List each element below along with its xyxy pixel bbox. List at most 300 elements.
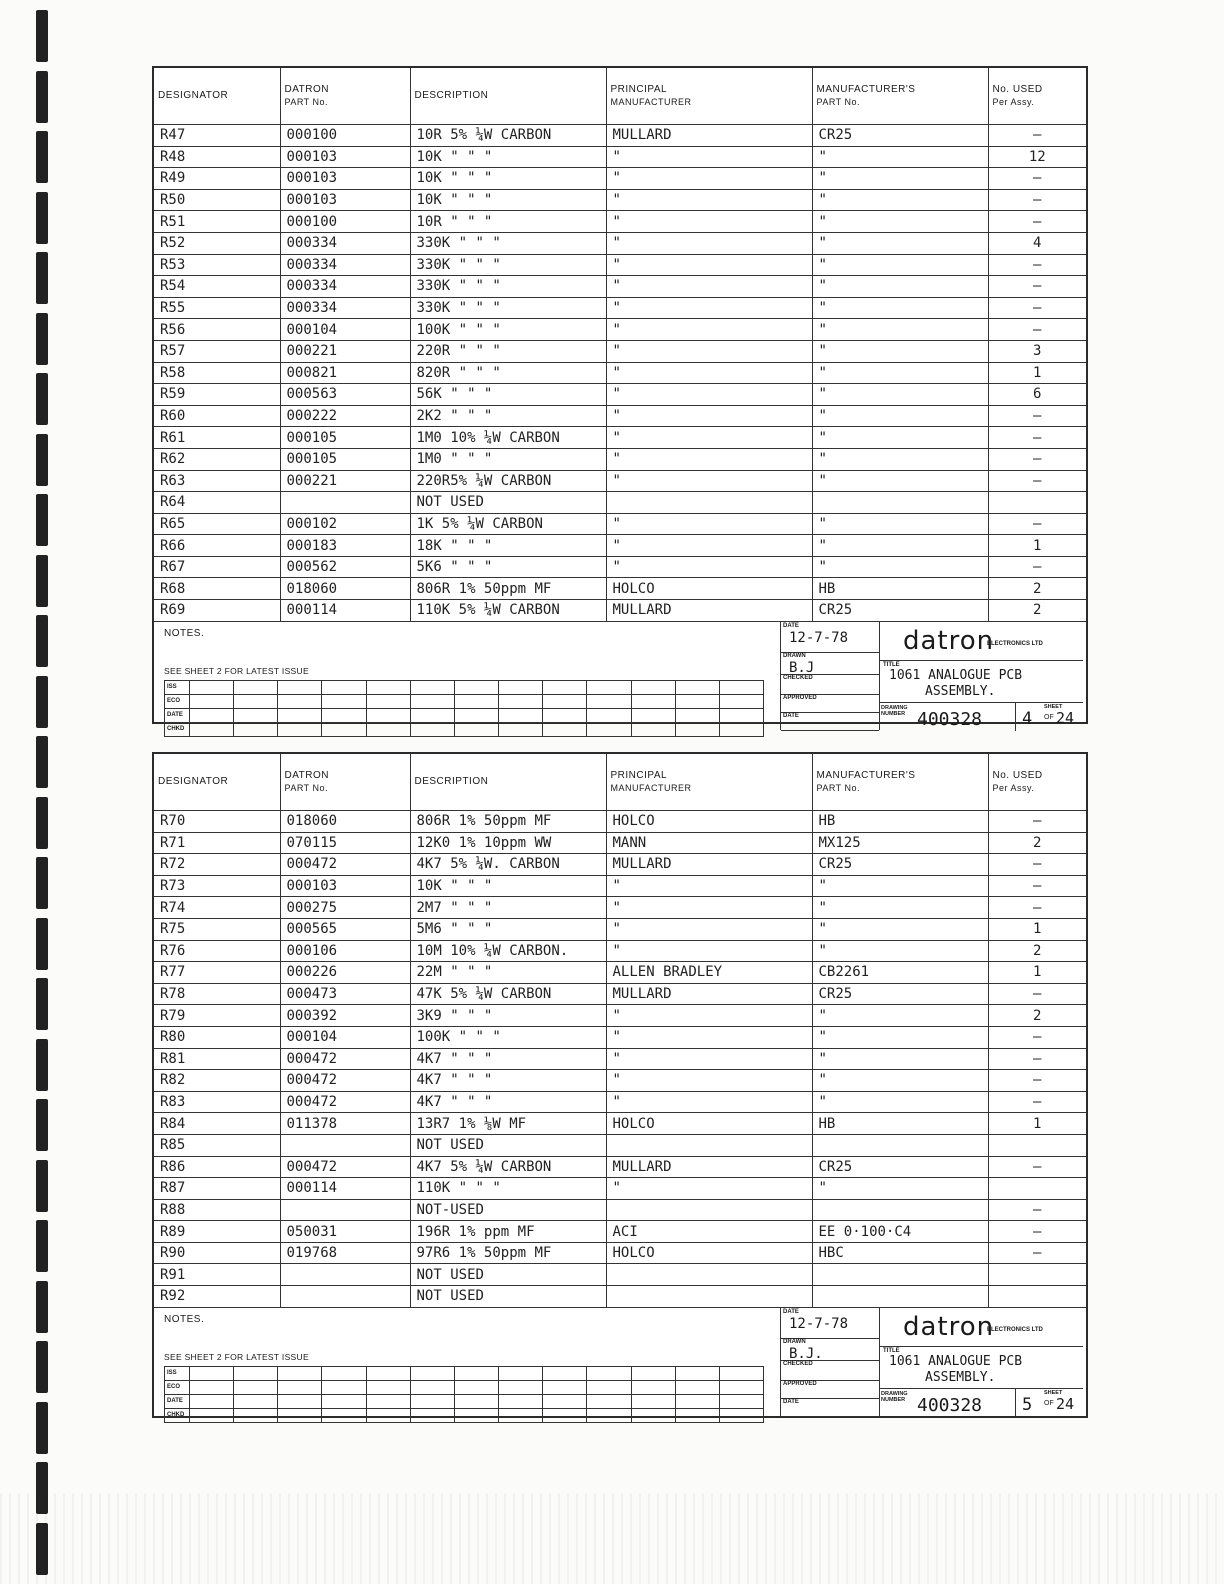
col-used: No. USED Per Assy.: [988, 754, 1086, 811]
scan-noise: [0, 1494, 1224, 1584]
revision-cell: [234, 694, 278, 708]
cell-manufacturer-part: MX125: [812, 832, 988, 854]
revision-cell: [454, 1366, 498, 1380]
revision-cell: [234, 1366, 278, 1380]
title-block-approvals: [781, 622, 880, 730]
cell-manufacturer-part: ": [812, 1048, 988, 1070]
cell-manufacturer-part: ": [812, 427, 988, 449]
revision-row: [165, 694, 764, 708]
revision-row: [165, 1380, 764, 1394]
table-row: [154, 427, 1086, 449]
approved-cell: [781, 694, 879, 713]
revision-cell: [234, 1394, 278, 1408]
revision-cell: [410, 708, 454, 722]
cell-designator: R60: [154, 405, 280, 427]
cell-datron-part: [280, 1199, 410, 1221]
revision-cell: [189, 722, 233, 736]
logo-subtitle: ELECTRONICS LTD: [987, 640, 1043, 647]
cell-used: –: [988, 811, 1086, 833]
cell-manufacturer-part: ": [812, 918, 988, 940]
cell-description: 18K " " ": [410, 535, 606, 557]
cell-manufacturer-part: CR25: [812, 854, 988, 876]
cell-datron-part: 000275: [280, 897, 410, 919]
parts-table: [154, 68, 1086, 622]
cell-used: [988, 1264, 1086, 1286]
revision-cell: [189, 1408, 233, 1422]
cell-description: 330K " " ": [410, 232, 606, 254]
sheet-box: [1015, 1389, 1084, 1417]
parts-table: [154, 754, 1086, 1308]
table-row: [154, 211, 1086, 233]
cell-description: 806R 1% 50ppm MF: [410, 578, 606, 600]
revision-cell: [366, 1366, 410, 1380]
binder-hole: [36, 736, 48, 788]
revision-cell: [587, 680, 631, 694]
cell-principal-manufacturer: ": [606, 384, 812, 406]
cell-used: 4: [988, 232, 1086, 254]
col-used: No. USED Per Assy.: [988, 68, 1086, 125]
cell-designator: R75: [154, 918, 280, 940]
cell-datron-part: 000103: [280, 189, 410, 211]
revision-cell: [278, 708, 322, 722]
cell-datron-part: 000334: [280, 254, 410, 276]
table-row: [154, 1091, 1086, 1113]
cell-manufacturer-part: ": [812, 319, 988, 341]
binder-hole: [36, 252, 48, 304]
date2-cell-label: DATE: [783, 712, 799, 719]
parts-list-sheet-5: [152, 752, 1088, 1418]
date-cell: [781, 1308, 879, 1339]
table-row: [154, 940, 1086, 962]
cell-used: –: [988, 1048, 1086, 1070]
table-row: [154, 492, 1086, 514]
cell-principal-manufacturer: HOLCO: [606, 1113, 812, 1135]
binder-hole: [36, 857, 48, 909]
cell-description: NOT-USED: [410, 1199, 606, 1221]
cell-description: NOT USED: [410, 1264, 606, 1286]
cell-designator: R76: [154, 940, 280, 962]
revision-cell: [499, 1394, 543, 1408]
cell-datron-part: 000221: [280, 470, 410, 492]
cell-used: –: [988, 168, 1086, 190]
cell-principal-manufacturer: ": [606, 254, 812, 276]
logo-box: [879, 622, 1083, 661]
cell-designator: R89: [154, 1221, 280, 1243]
cell-principal-manufacturer: [606, 1199, 812, 1221]
revision-cell: [234, 708, 278, 722]
cell-datron-part: 000103: [280, 168, 410, 190]
revision-cell: [719, 1380, 763, 1394]
revision-cell: [499, 708, 543, 722]
cell-manufacturer-part: [812, 1286, 988, 1308]
cell-designator: R73: [154, 875, 280, 897]
revision-cell: [719, 722, 763, 736]
cell-used: –: [988, 854, 1086, 876]
drawing-title: 1061 ANALOGUE PCB: [889, 667, 1023, 683]
cell-description: 12K0 1% 10ppm WW: [410, 832, 606, 854]
revision-cell: [543, 1394, 587, 1408]
cell-used: –: [988, 556, 1086, 578]
cell-datron-part: 000472: [280, 1156, 410, 1178]
binder-hole: [36, 797, 48, 849]
cell-manufacturer-part: ": [812, 1070, 988, 1092]
cell-used: [988, 492, 1086, 514]
table-row: [154, 168, 1086, 190]
revision-cell: [454, 1380, 498, 1394]
cell-principal-manufacturer: ": [606, 1178, 812, 1200]
cell-used: 2: [988, 1005, 1086, 1027]
cell-description: 4K7 " " ": [410, 1070, 606, 1092]
cell-manufacturer-part: CB2261: [812, 962, 988, 984]
revision-cell: [234, 722, 278, 736]
date2-cell: [781, 1398, 879, 1417]
cell-manufacturer-part: HB: [812, 1113, 988, 1135]
revision-cell: [631, 694, 675, 708]
cell-designator: R49: [154, 168, 280, 190]
col-manufacturer-part: MANUFACTURER'S PART No.: [812, 754, 988, 811]
table-row: [154, 448, 1086, 470]
cell-used: 1: [988, 918, 1086, 940]
date-cell: [781, 622, 879, 653]
cell-datron-part: 000472: [280, 854, 410, 876]
cell-principal-manufacturer: ": [606, 897, 812, 919]
date2-cell: [781, 712, 879, 731]
cell-manufacturer-part: ": [812, 168, 988, 190]
cell-datron-part: 000104: [280, 1026, 410, 1048]
cell-principal-manufacturer: ": [606, 168, 812, 190]
cell-description: 100K " " ": [410, 319, 606, 341]
drawing-subtitle: ASSEMBLY.: [925, 1369, 996, 1385]
cell-description: 110K " " ": [410, 1178, 606, 1200]
cell-description: 220R5% ¼W CARBON: [410, 470, 606, 492]
revision-cell: [719, 708, 763, 722]
cell-designator: R90: [154, 1242, 280, 1264]
revision-cell: [675, 1408, 719, 1422]
revision-cell: [719, 694, 763, 708]
revision-cell: [189, 708, 233, 722]
cell-principal-manufacturer: ": [606, 232, 812, 254]
cell-datron-part: 000114: [280, 600, 410, 622]
cell-used: –: [988, 297, 1086, 319]
cell-datron-part: 000472: [280, 1070, 410, 1092]
cell-principal-manufacturer: [606, 492, 812, 514]
col-designator: DESIGNATOR: [154, 754, 280, 811]
binder-hole: [36, 555, 48, 607]
cell-manufacturer-part: ": [812, 1026, 988, 1048]
revision-cell: [278, 1366, 322, 1380]
cell-manufacturer-part: ": [812, 1178, 988, 1200]
revision-cell: [631, 1380, 675, 1394]
cell-description: 10M 10% ¼W CARBON.: [410, 940, 606, 962]
sheet-of-label: OF: [1044, 713, 1054, 721]
revision-cell: [587, 708, 631, 722]
cell-manufacturer-part: [812, 1199, 988, 1221]
cell-principal-manufacturer: MULLARD: [606, 600, 812, 622]
cell-datron-part: [280, 492, 410, 514]
revision-cell: [322, 1408, 366, 1422]
cell-designator: R81: [154, 1048, 280, 1070]
cell-principal-manufacturer: ": [606, 427, 812, 449]
cell-designator: R84: [154, 1113, 280, 1135]
revision-label: DATE: [165, 708, 190, 722]
drawing-number-label: DRAWING NUMBER: [881, 704, 908, 717]
revision-cell: [322, 680, 366, 694]
binder-hole: [36, 494, 48, 546]
cell-used: –: [988, 897, 1086, 919]
sheet-number: 4: [1022, 708, 1033, 729]
table-row: [154, 918, 1086, 940]
checked-cell: [781, 1360, 879, 1381]
revision-cell: [410, 1394, 454, 1408]
revision-cell: [189, 694, 233, 708]
cell-datron-part: [280, 1134, 410, 1156]
cell-principal-manufacturer: ": [606, 146, 812, 168]
cell-used: 2: [988, 578, 1086, 600]
cell-used: –: [988, 319, 1086, 341]
cell-description: NOT USED: [410, 1134, 606, 1156]
cell-manufacturer-part: ": [812, 513, 988, 535]
cell-used: 6: [988, 384, 1086, 406]
col-datron-part: DATRON PART No.: [280, 754, 410, 811]
drawn-cell: [781, 652, 879, 675]
cell-description: 97R6 1% 50ppm MF: [410, 1242, 606, 1264]
date-cell-label: DATE: [783, 1308, 799, 1315]
cell-datron-part: 000472: [280, 1048, 410, 1070]
cell-used: 1: [988, 1113, 1086, 1135]
cell-designator: R56: [154, 319, 280, 341]
cell-principal-manufacturer: ": [606, 1070, 812, 1092]
revision-label: CHKD: [165, 1408, 190, 1422]
revision-cell: [675, 708, 719, 722]
cell-designator: R69: [154, 600, 280, 622]
cell-principal-manufacturer: ": [606, 513, 812, 535]
table-row: [154, 600, 1086, 622]
cell-used: 3: [988, 340, 1086, 362]
revision-cell: [410, 1380, 454, 1394]
binder-hole: [36, 1402, 48, 1454]
cell-manufacturer-part: CR25: [812, 983, 988, 1005]
revision-cell: [675, 1380, 719, 1394]
cell-designator: R83: [154, 1091, 280, 1113]
revision-cell: [454, 722, 498, 736]
drawing-number-box: [879, 1388, 1083, 1417]
cell-principal-manufacturer: ": [606, 940, 812, 962]
revision-cell: [675, 1394, 719, 1408]
revision-label: ISS: [165, 1366, 190, 1380]
binder-hole: [36, 1099, 48, 1151]
revision-label: DATE: [165, 1394, 190, 1408]
cell-description: NOT USED: [410, 1286, 606, 1308]
cell-manufacturer-part: [812, 1134, 988, 1156]
cell-datron-part: 000562: [280, 556, 410, 578]
cell-datron-part: 018060: [280, 811, 410, 833]
table-row: [154, 1199, 1086, 1221]
cell-datron-part: 000105: [280, 427, 410, 449]
cell-designator: R48: [154, 146, 280, 168]
revision-cell: [631, 1366, 675, 1380]
binder-hole: [36, 434, 48, 486]
revision-cell: [189, 1394, 233, 1408]
cell-datron-part: 018060: [280, 578, 410, 600]
cell-manufacturer-part: ": [812, 940, 988, 962]
cell-used: –: [988, 1070, 1086, 1092]
cell-datron-part: 000222: [280, 405, 410, 427]
title-block-approvals: [781, 1308, 880, 1416]
revision-cell: [189, 1380, 233, 1394]
cell-principal-manufacturer: ": [606, 211, 812, 233]
revision-cell: [543, 1408, 587, 1422]
revision-cell: [366, 722, 410, 736]
revision-cell: [543, 722, 587, 736]
date2-cell-label: DATE: [783, 1398, 799, 1405]
cell-manufacturer-part: ": [812, 211, 988, 233]
table-row: [154, 854, 1086, 876]
cell-manufacturer-part: ": [812, 189, 988, 211]
cell-principal-manufacturer: HOLCO: [606, 578, 812, 600]
cell-manufacturer-part: [812, 492, 988, 514]
revision-cell: [631, 722, 675, 736]
binder-hole: [36, 1281, 48, 1333]
revision-label: CHKD: [165, 722, 190, 736]
table-row: [154, 897, 1086, 919]
table-row: [154, 254, 1086, 276]
revision-cell: [278, 694, 322, 708]
cell-designator: R62: [154, 448, 280, 470]
title-block: [780, 1308, 1083, 1416]
drawing-footer: [154, 622, 1086, 732]
table-row: [154, 1070, 1086, 1092]
revision-cell: [322, 708, 366, 722]
logo-box: [879, 1308, 1083, 1347]
cell-principal-manufacturer: ": [606, 340, 812, 362]
cell-designator: R67: [154, 556, 280, 578]
cell-description: 56K " " ": [410, 384, 606, 406]
revision-row: [165, 708, 764, 722]
revision-cell: [543, 708, 587, 722]
binder-hole: [36, 1341, 48, 1393]
cell-principal-manufacturer: [606, 1264, 812, 1286]
cell-description: 2K2 " " ": [410, 405, 606, 427]
cell-principal-manufacturer: ": [606, 875, 812, 897]
date-cell-value: 12-7-78: [789, 1315, 849, 1332]
sheet-total: 24: [1056, 1394, 1075, 1413]
cell-datron-part: 011378: [280, 1113, 410, 1135]
binder-hole: [36, 192, 48, 244]
title-block-info: [879, 622, 1083, 730]
cell-designator: R65: [154, 513, 280, 535]
cell-used: –: [988, 1026, 1086, 1048]
revision-cell: [587, 722, 631, 736]
title-label: TITLE: [883, 661, 900, 668]
cell-description: 10R 5% ¼W CARBON: [410, 125, 606, 147]
revision-cell: [410, 1366, 454, 1380]
table-row: [154, 384, 1086, 406]
cell-designator: R61: [154, 427, 280, 449]
revision-cell: [587, 1380, 631, 1394]
cell-designator: R82: [154, 1070, 280, 1092]
title-block-info: [879, 1308, 1083, 1416]
revision-cell: [587, 1408, 631, 1422]
table-row: [154, 189, 1086, 211]
cell-description: 2M7 " " ": [410, 897, 606, 919]
cell-datron-part: 000183: [280, 535, 410, 557]
revision-cell: [719, 1408, 763, 1422]
cell-description: 5K6 " " ": [410, 556, 606, 578]
binder-hole: [36, 918, 48, 970]
cell-description: NOT USED: [410, 492, 606, 514]
cell-manufacturer-part: ": [812, 470, 988, 492]
table-row: [154, 362, 1086, 384]
cell-description: 22M " " ": [410, 962, 606, 984]
sheet-note: SEE SHEET 2 FOR LATEST ISSUE: [164, 665, 309, 676]
cell-designator: R91: [154, 1264, 280, 1286]
date-cell-label: DATE: [783, 622, 799, 629]
table-row: [154, 513, 1086, 535]
revision-cell: [543, 1380, 587, 1394]
cell-manufacturer-part: HB: [812, 578, 988, 600]
cell-manufacturer-part: EE 0·100·C4: [812, 1221, 988, 1243]
cell-description: 330K " " ": [410, 254, 606, 276]
cell-used: [988, 1178, 1086, 1200]
table-row: [154, 1264, 1086, 1286]
revision-cell: [499, 1408, 543, 1422]
cell-used: –: [988, 211, 1086, 233]
sheet-box: [1015, 703, 1084, 731]
cell-used: –: [988, 427, 1086, 449]
cell-description: 4K7 5% ¼W. CARBON: [410, 854, 606, 876]
cell-datron-part: 000100: [280, 125, 410, 147]
cell-manufacturer-part: ": [812, 362, 988, 384]
cell-used: 1: [988, 535, 1086, 557]
cell-principal-manufacturer: ": [606, 276, 812, 298]
table-row: [154, 340, 1086, 362]
revision-cell: [366, 694, 410, 708]
cell-manufacturer-part: ": [812, 405, 988, 427]
approved-cell-label: APPROVED: [783, 694, 817, 701]
revision-cell: [366, 1394, 410, 1408]
table-row: [154, 983, 1086, 1005]
cell-designator: R92: [154, 1286, 280, 1308]
cell-description: 10K " " ": [410, 168, 606, 190]
cell-used: 2: [988, 600, 1086, 622]
checked-cell: [781, 674, 879, 695]
cell-datron-part: 050031: [280, 1221, 410, 1243]
cell-used: [988, 1286, 1086, 1308]
cell-principal-manufacturer: [606, 1134, 812, 1156]
table-header: [154, 68, 1086, 125]
cell-used: –: [988, 254, 1086, 276]
revision-cell: [454, 708, 498, 722]
revision-cell: [322, 1394, 366, 1408]
binder-hole: [36, 1160, 48, 1212]
binder-hole: [36, 1039, 48, 1091]
table-row: [154, 1221, 1086, 1243]
cell-principal-manufacturer: [606, 1286, 812, 1308]
cell-principal-manufacturer: ": [606, 1005, 812, 1027]
drawn-cell-value: B.J.: [789, 1345, 823, 1362]
cell-used: –: [988, 983, 1086, 1005]
cell-principal-manufacturer: ": [606, 1026, 812, 1048]
drawing-number: 400328: [917, 708, 983, 730]
revision-row: [165, 680, 764, 694]
cell-designator: R79: [154, 1005, 280, 1027]
datron-logo: datron: [903, 625, 995, 656]
revision-cell: [278, 680, 322, 694]
cell-designator: R85: [154, 1134, 280, 1156]
cell-used: –: [988, 1091, 1086, 1113]
table-row: [154, 875, 1086, 897]
cell-principal-manufacturer: MULLARD: [606, 125, 812, 147]
